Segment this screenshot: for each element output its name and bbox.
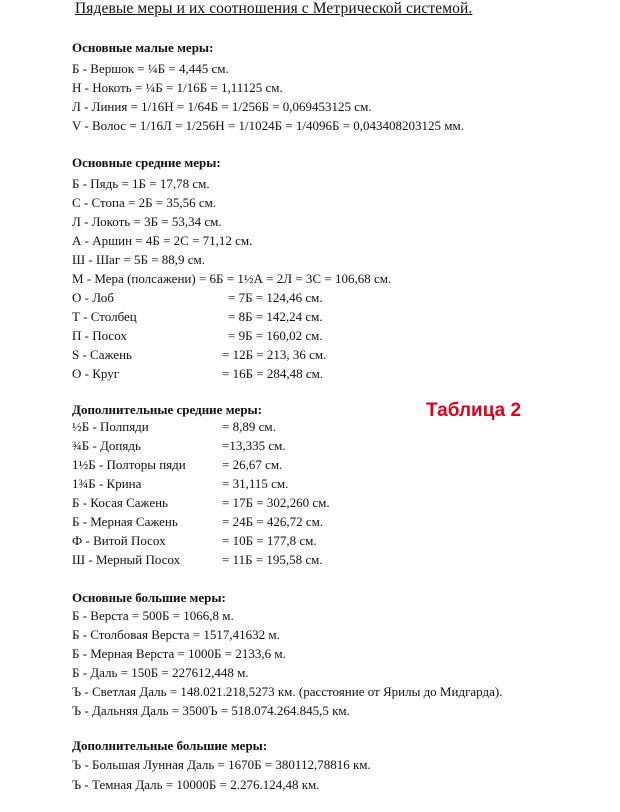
measure-row	[0, 645, 620, 663]
measure-row	[0, 365, 620, 383]
measure-value: = 9Б = 160,02 см.	[228, 328, 323, 343]
measure-row	[0, 456, 620, 474]
measure-label: 1¾Б - Крина	[72, 476, 142, 491]
measure-label: Ъ - Темная Даль = 10000Б = 2.276.124,48 км.	[72, 777, 320, 792]
measure-label: Б - Столбовая Верста = 1517,41632 м.	[72, 627, 280, 642]
table-label: Таблица 2	[426, 400, 522, 421]
measure-label: Б - Пядь = 1Б = 17,78 см.	[72, 176, 210, 191]
measure-value: = 11Б = 195,58 см.	[222, 552, 323, 567]
measure-row	[0, 175, 620, 193]
section-heading: Основные средние меры:	[72, 155, 221, 170]
measure-row	[0, 551, 620, 569]
measure-label: Б - Вершок = ¼Б = 4,445 см.	[72, 61, 229, 76]
measure-label: Б - Мерная Сажень	[72, 514, 178, 529]
measure-label: Ш - Шаг = 5Б = 88,9 см.	[72, 252, 206, 267]
measure-row	[0, 117, 620, 135]
measure-label: V - Волос = 1/16Л = 1/256Н = 1/1024Б = 1/4096Б = 0,043408203125 мм.	[72, 118, 465, 133]
measure-value: = 8,89 см.	[222, 419, 276, 434]
measure-row	[0, 626, 620, 644]
measure-label: ½Б - Полпяди	[72, 419, 149, 434]
measure-label: Б - Верста = 500Б = 1066,8 м.	[72, 608, 234, 623]
measure-label: Ъ - Светлая Даль = 148.021.218,5273 км. (расстояние от Ярилы до Мидгарда).	[72, 684, 503, 699]
measure-row	[0, 60, 620, 78]
measure-row	[0, 776, 620, 794]
measure-row	[0, 664, 620, 682]
measure-value: =13,335 см.	[222, 438, 286, 453]
measure-value: = 10Б = 177,8 см.	[222, 533, 317, 548]
measure-label: Б - Мерная Верста = 1000Б = 2133,6 м.	[72, 646, 286, 661]
measure-label: С - Стопа = 2Б = 35,56 см.	[72, 195, 217, 210]
measure-row	[0, 346, 620, 364]
measure-value: = 31,115 см.	[222, 476, 289, 491]
measure-label: П - Посох	[72, 328, 127, 343]
measure-row	[0, 607, 620, 625]
measure-row	[0, 232, 620, 250]
measure-row	[0, 270, 620, 288]
measure-row	[0, 213, 620, 231]
measure-label: О - Лоб	[72, 290, 114, 305]
measure-value: = 7Б = 124,46 см.	[228, 290, 323, 305]
measure-row	[0, 532, 620, 550]
measure-row	[0, 475, 620, 493]
measure-label: Б - Даль = 150Б = 227612,448 м.	[72, 665, 249, 680]
measure-label: ¾Б - Допядь	[72, 438, 141, 453]
measure-label: Ъ - Дальняя Даль = 3500Ъ = 518.074.264.845,5 км.	[72, 703, 350, 718]
measure-label: Н - Нокоть = ¼Б = 1/16Б = 1,11125 см.	[72, 80, 283, 95]
measure-row	[0, 79, 620, 97]
measure-label: Ш - Мерный Посох	[72, 552, 181, 567]
measure-label: Ъ - Большая Лунная Даль = 1670Б = 380112,78816 км.	[72, 757, 371, 772]
measure-row	[0, 251, 620, 269]
measure-value: = 8Б = 142,24 см.	[228, 309, 323, 324]
measure-value: = 12Б = 213, 36 см.	[222, 347, 327, 362]
measure-row	[0, 418, 620, 436]
section-heading: Дополнительные средние меры:	[72, 402, 263, 417]
measure-row	[0, 327, 620, 345]
measure-row	[0, 513, 620, 531]
measure-value: = 17Б = 302,260 см.	[222, 495, 330, 510]
measure-row	[0, 756, 620, 774]
measure-row	[0, 308, 620, 326]
page-title: Пядевые меры и их соотношения с Метрической системой.	[75, 0, 473, 17]
measure-row	[0, 98, 620, 116]
measure-label: М - Мера (полсажени) = 6Б = 1½А = 2Л = 3С = 106,68 см.	[72, 271, 392, 286]
measure-value: = 24Б = 426,72 см.	[222, 514, 324, 529]
measure-label: О - Круг	[72, 366, 120, 381]
measure-label: Л - Локоть = 3Б = 53,34 см.	[72, 214, 222, 229]
measure-label: 1½Б - Полторы пяди	[72, 457, 186, 472]
section-heading: Основные большие меры:	[72, 590, 226, 605]
measure-row	[0, 683, 620, 701]
measure-label: Б - Косая Сажень	[72, 495, 168, 510]
measure-row	[0, 702, 620, 720]
measure-row	[0, 437, 620, 455]
measure-value: = 26,67 см.	[222, 457, 283, 472]
measure-label: Ф - Витой Посох	[72, 533, 166, 548]
measure-label: А - Аршин = 4Б = 2С = 71,12 см.	[72, 233, 253, 248]
section-heading: Основные малые меры:	[72, 40, 214, 55]
measure-value: = 16Б = 284,48 см.	[222, 366, 324, 381]
measure-label: Т - Столбец	[72, 309, 137, 324]
measure-label: S - Сажень	[72, 347, 132, 362]
measure-row	[0, 194, 620, 212]
measure-row	[0, 289, 620, 307]
section-heading: Дополнительные большие меры:	[72, 738, 268, 753]
measure-label: Л - Линия = 1/16Н = 1/64Б = 1/256Б = 0,069453125 см.	[72, 99, 372, 114]
measure-row	[0, 494, 620, 512]
